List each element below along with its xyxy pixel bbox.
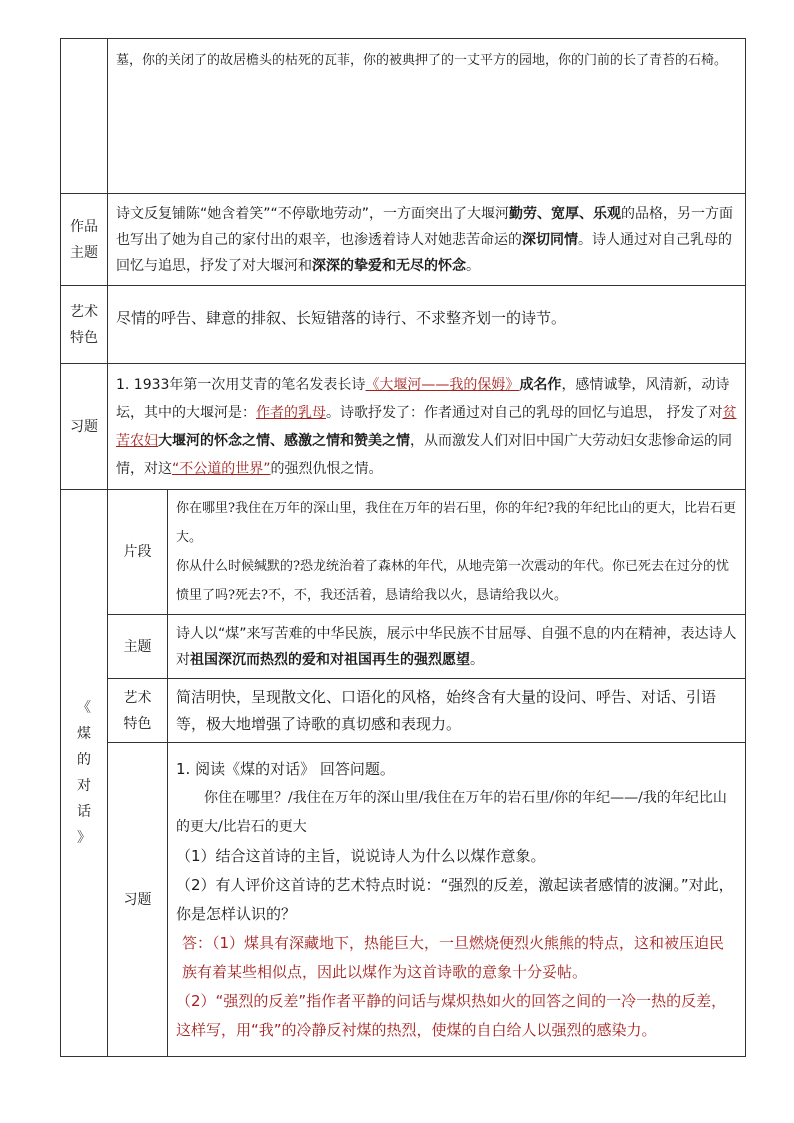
coal-theme-content-cell [168, 615, 746, 679]
fragment-line-2: 你从什么时候缄默的?恐龙统治着了森林的年代，从地壳第一次震动的年代。你已死去在过分的忧愤里了吗?死去?不，不，我还活着，恳请给我以火，恳请给我以火。 [176, 559, 729, 603]
coal-art-label-a: 艺术 [123, 689, 152, 706]
theme-text-part: 。 [466, 257, 480, 274]
art-text: 尽情的呼告、肆意的排叙、长短错落的诗行、不求整齐划一的诗节。 [116, 308, 567, 327]
coal-exercise-row [61, 743, 746, 1057]
exercise-row [61, 364, 746, 490]
art-label-b: 特色 [70, 329, 98, 346]
exercise-label: 习题 [70, 418, 98, 435]
coal-art-label-cell [108, 679, 168, 743]
theme-label-b: 主题 [70, 244, 98, 261]
art-row [61, 286, 746, 364]
coal-title-char: 《 [77, 700, 91, 716]
fragment-label-cell [108, 490, 168, 615]
intro-row [61, 39, 746, 194]
coal-question-1: （1）结合这首诗的主旨，说说诗人为什么以煤作意象。 [176, 846, 546, 865]
fragment-content-cell [168, 490, 746, 615]
coal-title-char: 的 [77, 752, 91, 768]
coal-title-char: 话 [77, 804, 91, 820]
exercise-label-cell [61, 364, 108, 490]
intro-poem-text: 墓，你的关闭了的故居檐头的枯死的瓦菲，你的被典押了的一丈平方的园地，你的门前的长了青苔的石椅。 [116, 53, 728, 68]
theme-label-cell [61, 194, 108, 286]
exercise-text-part: ，从而激发人们对旧中国广大劳动妇女悲惨命运的同情，对这 [116, 432, 732, 477]
coal-art-content-cell [168, 679, 746, 743]
coal-title-cell [61, 490, 108, 1057]
art-label-a: 艺术 [70, 303, 98, 320]
exercise-content-cell [108, 364, 746, 490]
exercise-text-bold: 成名作 [519, 376, 562, 393]
fragment-line-1: 你在哪里?我住在万年的深山里，我住在万年的岩石里，你的年纪?我的年纪比山的更大，比岩石更大。 [176, 501, 736, 545]
art-label-cell [61, 286, 108, 364]
exercise-text-part: ，感情诚挚，风清新，动诗坛，其中的大堰河是： [116, 376, 730, 421]
theme-text-part: 诗文反复铺陈“她含着笑”“不停歇地劳动”，一方面突出了大堰河 [116, 205, 510, 222]
exercise-text [108, 367, 745, 487]
coal-art-text: 简洁明快，呈现散文化、口语化的风格，始终含有大量的设问、呼告、对话、引语等，极大地增强了诗歌的真切感和表现力。 [176, 687, 717, 733]
exercise-answer-unjust-world: “不公道的世界” [172, 460, 271, 477]
coal-theme-row [61, 615, 746, 679]
fragment-label: 片段 [123, 544, 152, 560]
theme-highlight-qualities: 勤劳、宽厚、乐观 [509, 205, 622, 222]
coal-answer-1: 答：（1）煤具有深藏地下，热能巨大，一旦燃烧便烈火熊熊的特点，这和被压迫民族有着某些相似点，因此以煤作为这首诗歌的意象十分妥帖。 [182, 933, 725, 981]
exercise-text-part: 。诗歌抒发了：作者通过对自己的乳母的回忆与追思， 抒发了对 [326, 404, 723, 421]
coal-fragment-row [61, 490, 746, 615]
intro-label-cell [61, 39, 108, 194]
exercise-answer-peasant: 贫苦农妇 [116, 404, 737, 449]
theme-text-part: 。诗人通过对自己乳母的回忆与追思，抒发了对大堰河和 [116, 231, 732, 274]
theme-content-cell [108, 194, 746, 286]
exercise-text-part: 1. 1933年第一次用艾青的笔名发表长诗 [116, 376, 366, 393]
coal-question-2: （2）有人评价这首诗的艺术特点时说：“强烈的反差，激起读者感情的波澜。”对此，你是怎样认识的？ [176, 875, 734, 923]
coal-title-char: 煤 [77, 726, 91, 742]
coal-theme-label-cell [108, 615, 168, 679]
coal-art-row [61, 679, 746, 743]
coal-question-intro: 1. 阅读《煤的对话》 回答问题。 [176, 759, 395, 778]
exercise-text-bold: 大堰河的怀念之情、感激之情和赞美之情 [158, 432, 410, 449]
theme-highlight-sympathy: 深切同情 [522, 231, 578, 248]
coal-theme-label: 主题 [123, 638, 152, 655]
exercise-answer-nanny: 作者的乳母 [256, 404, 326, 421]
exercise-answer-poem-title: 《大堰河——我的保姆》 [365, 376, 520, 393]
coal-exercise-label: 习题 [123, 891, 152, 908]
coal-theme-highlight: 祖国深沉而热烈的爱和对祖国再生的强烈愿望 [190, 651, 470, 668]
coal-art-label-b: 特色 [123, 715, 152, 732]
coal-answer-2: （2）“强烈的反差”指作者平静的问话与煤炽热如火的回答之间的一冷一热的反差，这样写，用“我”的冷静反衬煤的热烈，使煤的自白给人以强烈的感染力。 [176, 991, 727, 1039]
coal-theme-text-part: 。 [470, 651, 484, 668]
theme-text-part: 的品格，另一方面也写出了她为自己的家付出的艰辛，也渗透着诗人对她悲苦命运的 [116, 205, 734, 248]
intro-content-cell [108, 39, 746, 194]
coal-title-char: 对 [77, 778, 91, 794]
coal-title-char: 》 [77, 830, 91, 846]
theme-label-a: 作品 [70, 218, 98, 235]
coal-exercise-content-cell [168, 743, 746, 1057]
coal-question-poem: 你住在哪里？/我住在万年的深山里/我住在万年的岩石里/你的年纪——/我的年纪比山的更大/比岩石的更大 [176, 789, 727, 835]
exercise-text-part: 的强烈仇恨之情。 [270, 460, 383, 477]
art-content-cell [108, 286, 746, 364]
coal-theme-text-part: 诗人以“煤”来写苦难的中华民族，展示中华民族不甘屈辱、自强不息的内在精神，表达诗人对 [176, 625, 737, 668]
coal-exercise-label-cell [108, 743, 168, 1057]
coal-theme-text [168, 617, 745, 677]
theme-row [61, 194, 746, 286]
theme-text [108, 197, 745, 283]
theme-highlight-love: 深深的挚爱和无尽的怀念 [312, 257, 466, 274]
study-table [60, 38, 746, 1057]
